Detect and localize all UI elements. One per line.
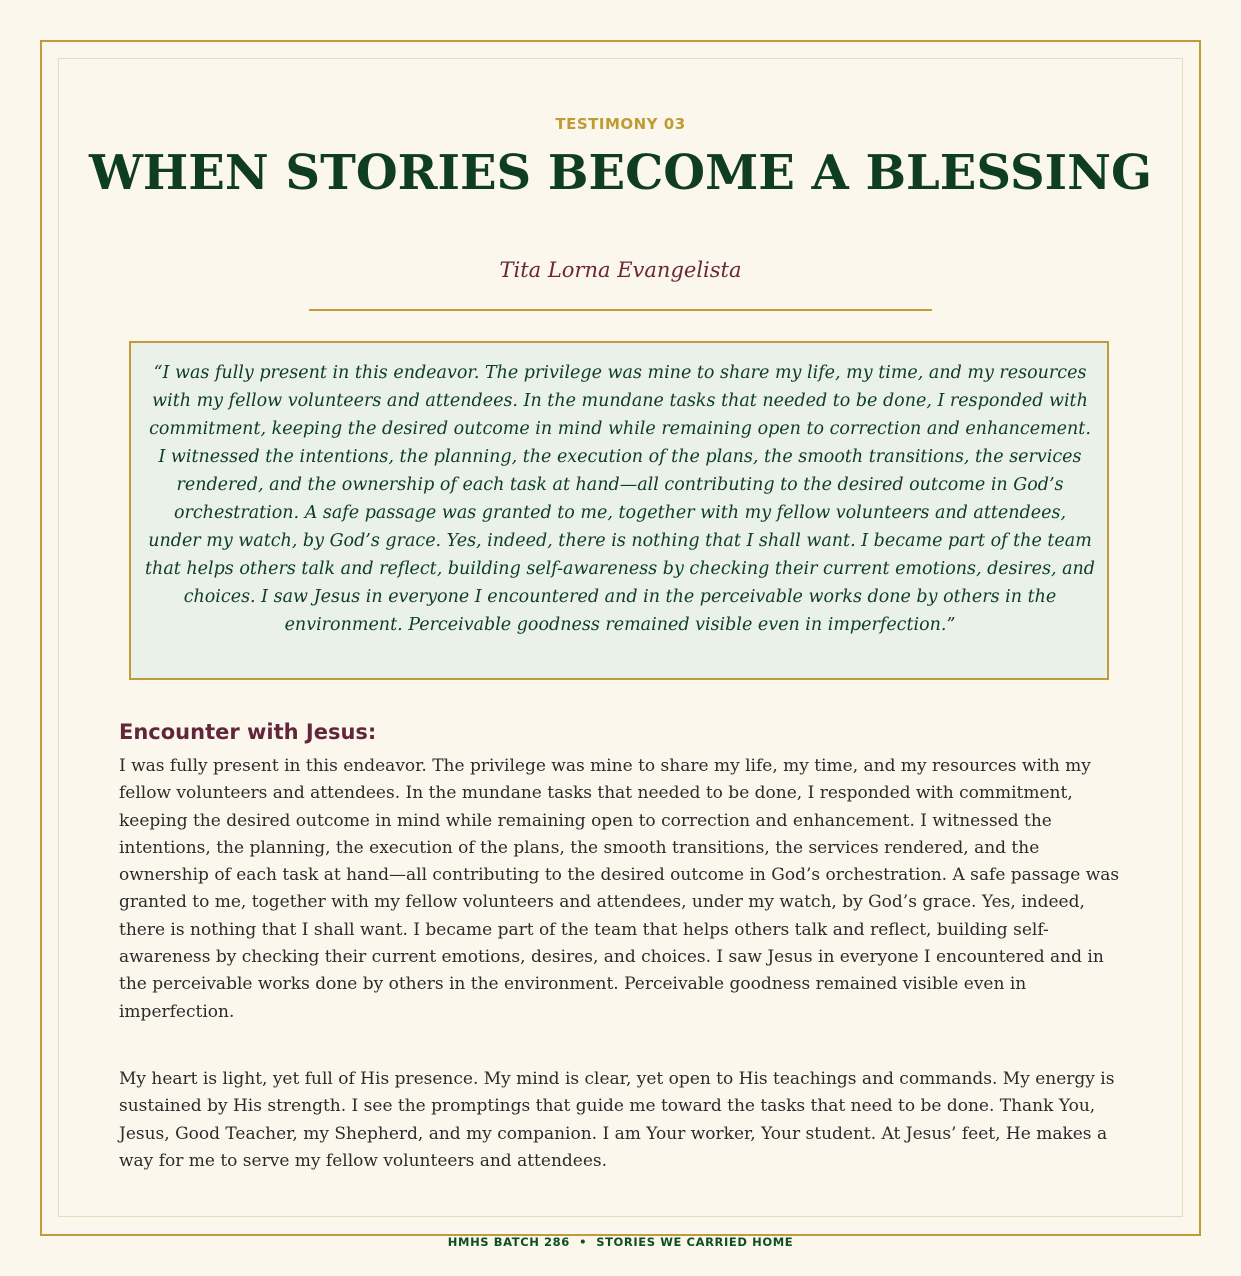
- title-divider: [309, 309, 932, 311]
- pull-quote-box: [129, 341, 1109, 680]
- page-title: WHEN STORIES BECOME A BLESSING: [89, 145, 1152, 201]
- body-paragraph: I was fully present in this endeavor. The privilege was mine to share my life, my time, and my resources with my fellow volunteers and attendees. In the mundane tasks that needed to be done, I responded with commitment, keeping the desired outcome in mind while remaining open to correction and enhancement. I witnessed the intentions, the planning, the execution of the plans, the smooth transitions, the services rendered, and the ownership of each task at hand—all contributing to the desired outcome in God’s orchestration. A safe passage was granted to me, together with my fellow volunteers and attendees, under my watch, by God’s grace. Yes, indeed, there is nothing that I shall want. I became part of the team that helps others talk and reflect, building self-awareness by checking their current emotions, desires, and choices. I saw Jesus in everyone I encountered and in the perceivable works done by others in the environment. Perceivable goodness remained visible even in imperfection.: [119, 756, 1120, 1022]
- section-heading: Encounter with Jesus:: [119, 720, 377, 744]
- author-name: Tita Lorna Evangelista: [499, 258, 742, 282]
- page-footer: HMHS BATCH 286 • STORIES WE CARRIED HOME: [447, 1235, 794, 1249]
- testimony-label: TESTIMONY 03: [555, 115, 686, 133]
- body-paragraph: My heart is light, yet full of His presence. My mind is clear, yet open to His teachings and commands. My energy is sustained by His strength. I see the promptings that guide me toward the tasks that need to be done. Thank You, Jesus, Good Teacher, my Shepherd, and my companion. I am Your worker, Your student. At Jesus’ feet, He makes a way for me to serve my fellow volunteers and attendees.: [119, 1069, 1115, 1171]
- page-content: [60, 60, 1181, 1215]
- pull-quote-text: “I was fully present in this endeavor. The privilege was mine to share my life, my time, and my resources with my fellow volunteers and attendees. In the mundane tasks that needed to be done, I responded with commitment, keeping the desired outcome in mind while remaining open to correction and enhancement. I witnessed the intentions, the planning, the execution of the plans, the smooth transitions, the services rendered, and the ownership of each task at hand—all contributing to the desired outcome in God’s orchestration. A safe passage was granted to me, together with my fellow volunteers and attendees, under my watch, by God’s grace. Yes, indeed, there is nothing that I shall want. I became part of the team that helps others talk and reflect, building self-awareness by checking their current emotions, desires, and choices. I saw Jesus in everyone I encountered and in the perceivable works done by others in the environment. Perceivable goodness remained visible even in imperfection.”: [145, 363, 1095, 635]
